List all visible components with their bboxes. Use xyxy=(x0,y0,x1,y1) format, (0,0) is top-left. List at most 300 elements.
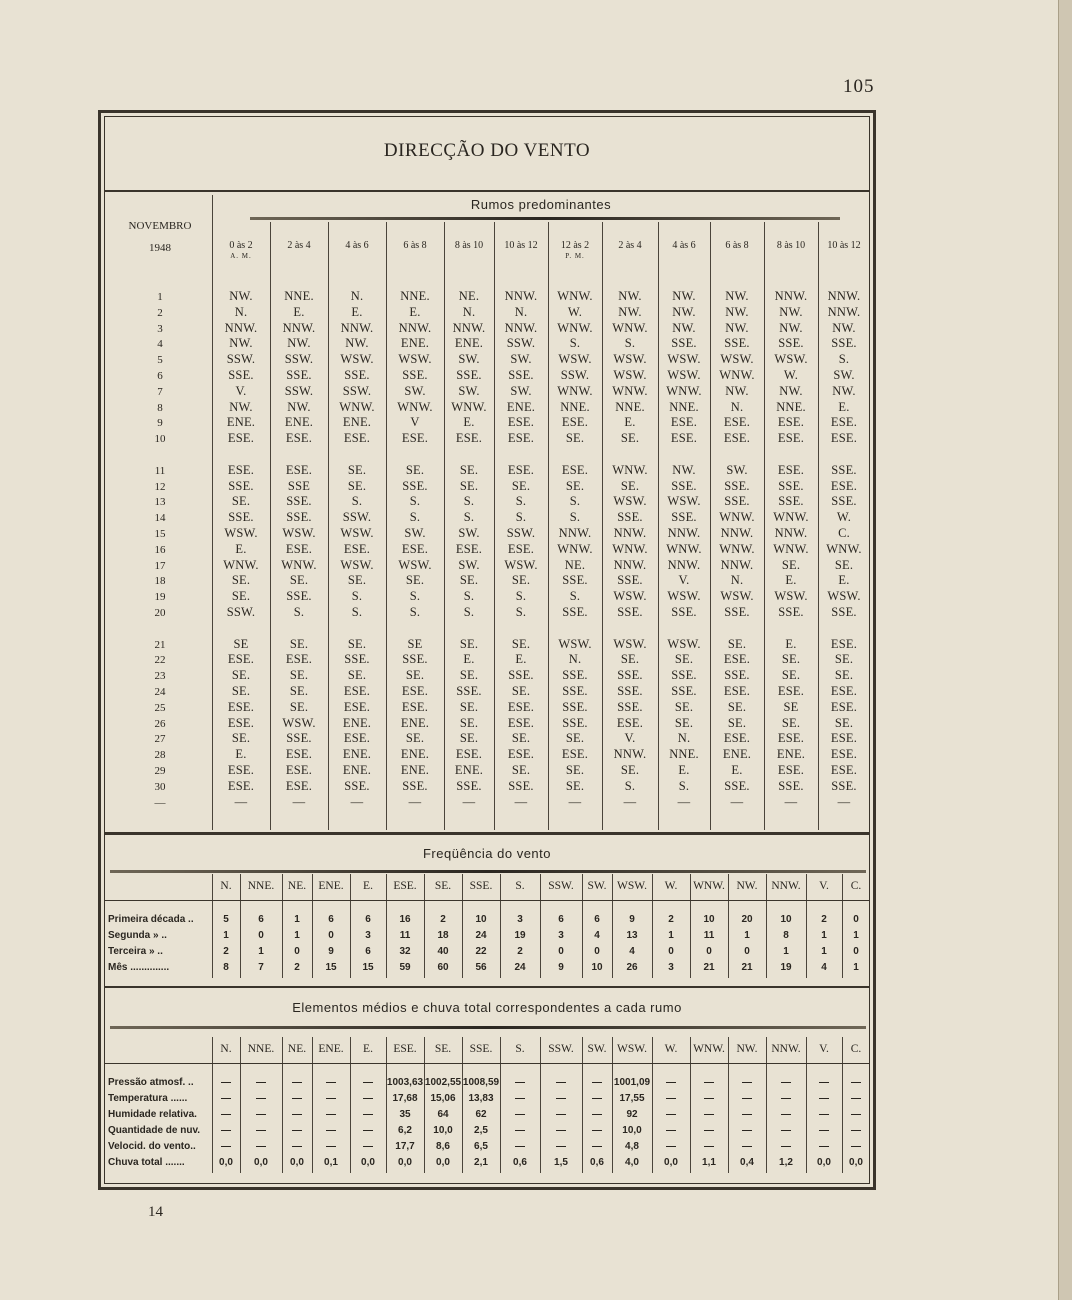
elements-column-header: NW. xyxy=(736,1043,758,1055)
wind-direction-cell: SSE. xyxy=(617,573,643,588)
frequency-value: 13 xyxy=(626,930,638,941)
wind-direction-cell: NNW. xyxy=(613,526,647,540)
wind-direction-cell: SW. xyxy=(833,368,855,382)
wind-direction-cell: NNW. xyxy=(667,557,701,572)
wind-direction-cell: NW. xyxy=(287,336,311,351)
day-number: 27 xyxy=(154,733,166,746)
wind-direction-cell: NW. xyxy=(779,304,803,319)
element-value: — xyxy=(256,1077,266,1088)
wind-direction-cell: SSE. xyxy=(831,778,857,793)
element-value: — xyxy=(256,1093,266,1104)
element-value: 0,6 xyxy=(513,1157,527,1168)
wind-direction-cell: ESE. xyxy=(561,747,589,762)
wind-direction-cell: SE. xyxy=(231,494,251,509)
wind-direction-cell: SE. xyxy=(405,668,425,683)
element-value: 13,83 xyxy=(468,1093,494,1104)
wind-direction-cell: S. xyxy=(838,352,850,367)
frequency-value: 0 xyxy=(853,946,859,957)
frequency-value: 22 xyxy=(475,946,487,957)
wind-direction-cell: SE. xyxy=(347,478,367,493)
wind-direction-cell: ESE. xyxy=(507,747,535,762)
wind-direction-cell: ESE. xyxy=(777,462,805,477)
wind-direction-cell: E. xyxy=(463,415,475,430)
day-row xyxy=(104,700,870,716)
wind-direction-cell: WSW. xyxy=(667,368,701,382)
wind-direction-cell: SE. xyxy=(459,699,479,714)
wind-direction-cell: ESE. xyxy=(670,415,698,430)
column-rule xyxy=(282,1037,283,1173)
wind-direction-cell: NW. xyxy=(832,320,856,335)
wind-direction-cell: ENE. xyxy=(342,715,372,730)
element-value: — xyxy=(742,1077,752,1088)
column-rule xyxy=(602,222,603,830)
column-rule xyxy=(444,222,445,830)
element-value: 0,0 xyxy=(219,1157,233,1168)
frequency-value: 10 xyxy=(591,962,603,973)
wind-direction-cell: SSW. xyxy=(506,526,536,540)
wind-direction-cell: ESE. xyxy=(830,415,858,430)
wind-direction-cell: SSE. xyxy=(456,368,482,382)
wind-direction-cell: SSE. xyxy=(724,778,750,793)
wind-direction-cell: ENE. xyxy=(506,399,536,414)
element-value: — xyxy=(742,1125,752,1136)
day-number: 3 xyxy=(157,322,163,335)
day-row xyxy=(104,779,870,795)
frequency-column-header: N. xyxy=(220,880,232,892)
wind-direction-cell: ENE. xyxy=(454,763,484,777)
day-number: 19 xyxy=(154,591,166,604)
hour-header-period: A. M. xyxy=(230,252,252,260)
wind-direction-cell: WSW. xyxy=(282,526,316,540)
element-value: — xyxy=(704,1109,714,1120)
element-value: — xyxy=(515,1125,525,1136)
wind-direction-cell: NNE. xyxy=(560,399,590,414)
wind-direction-cell: SE. xyxy=(727,715,747,730)
wind-direction-cell: SE. xyxy=(459,731,479,746)
wind-direction-cell: SSE. xyxy=(562,573,588,588)
wind-direction-cell: SE. xyxy=(565,431,585,446)
row-label: Mês .............. xyxy=(108,962,170,973)
wind-direction-cell: SE. xyxy=(674,652,694,667)
day-number: 9 xyxy=(157,417,163,430)
column-rule xyxy=(658,222,659,830)
wind-direction-cell: SSE. xyxy=(671,478,697,493)
frequency-value: 11 xyxy=(399,930,411,941)
frequency-value: 9 xyxy=(558,962,564,973)
frequency-value: 1 xyxy=(821,946,827,957)
element-value: — xyxy=(515,1141,525,1152)
day-number: 22 xyxy=(154,654,166,667)
wind-direction-cell: NNW. xyxy=(720,557,754,572)
wind-direction-cell: SSE. xyxy=(724,478,750,493)
element-value: — xyxy=(326,1077,336,1088)
wind-direction-cell: WNW. xyxy=(719,541,755,556)
wind-direction-cell: ESE. xyxy=(507,431,535,446)
wind-direction-cell: NW. xyxy=(229,289,253,303)
wind-direction-cell: ESE. xyxy=(777,684,805,698)
wind-direction-cell: ESE. xyxy=(830,699,858,714)
hour-header-period: P. M. xyxy=(565,252,585,260)
element-value: — xyxy=(326,1125,336,1136)
day-row xyxy=(104,384,870,400)
wind-direction-cell: S. xyxy=(293,605,305,619)
element-value: — xyxy=(666,1093,676,1104)
wind-direction-cell: S. xyxy=(569,589,581,604)
wind-direction-cell: WSW. xyxy=(613,589,647,604)
wind-direction-cell: C. xyxy=(838,526,850,540)
wind-direction-cell: SSE. xyxy=(562,684,588,698)
hour-header-label: 2 às 4 xyxy=(287,240,311,251)
frequency-value: 19 xyxy=(780,962,792,973)
wind-direction-cell: SE. xyxy=(231,589,251,604)
column-rule xyxy=(386,1037,387,1173)
frequency-value: 5 xyxy=(223,914,229,925)
wind-direction-cell: NNW. xyxy=(282,320,316,335)
element-value: — xyxy=(781,1141,791,1152)
day-row xyxy=(104,763,870,779)
frequency-value: 15 xyxy=(362,962,374,973)
element-value: 0,6 xyxy=(590,1157,604,1168)
frequency-value: 24 xyxy=(475,930,487,941)
element-value: — xyxy=(704,1093,714,1104)
frequency-value: 4 xyxy=(821,962,827,973)
wind-direction-cell: SE. xyxy=(459,715,479,730)
frequency-column-header: W. xyxy=(664,880,678,892)
wind-direction-cell: E. xyxy=(785,636,797,651)
wind-direction-cell: SE. xyxy=(405,573,425,588)
wind-direction-cell: SSE. xyxy=(344,652,370,667)
frequency-value: 59 xyxy=(399,962,411,973)
wind-direction-cell: SW. xyxy=(404,526,426,540)
wind-direction-cell: NNE. xyxy=(615,399,645,414)
wind-direction-cell: ESE. xyxy=(507,715,535,730)
wind-direction-cell: SSE. xyxy=(456,684,482,698)
elements-heading: Elementos médios e chuva total correspondentes a cada rumo xyxy=(292,1000,682,1015)
element-value: — xyxy=(851,1109,861,1120)
frequency-value: 7 xyxy=(258,962,264,973)
frequency-value: 3 xyxy=(668,962,674,973)
element-value: — xyxy=(326,1141,336,1152)
frequency-value: 32 xyxy=(399,946,411,957)
hour-header xyxy=(710,240,764,251)
element-value: — xyxy=(819,1109,829,1120)
wind-direction-cell: SE. xyxy=(511,684,531,698)
frequency-value: 60 xyxy=(437,962,449,973)
wind-direction-cell: ESE. xyxy=(455,747,483,762)
hour-header xyxy=(328,240,386,251)
frequency-value: 56 xyxy=(475,962,487,973)
column-rule xyxy=(806,1037,807,1173)
wind-direction-cell: NW. xyxy=(725,383,749,398)
wind-direction-cell: V. xyxy=(624,731,636,746)
hour-header-label: 8 às 10 xyxy=(454,240,484,251)
day-number: 16 xyxy=(154,543,166,556)
wind-direction-cell: ESE. xyxy=(285,462,313,477)
wind-direction-cell: SSE. xyxy=(508,668,534,683)
frequency-value: 1 xyxy=(294,914,300,925)
wind-direction-cell: S. xyxy=(515,605,527,619)
frequency-value: 6 xyxy=(258,914,264,925)
element-value: — xyxy=(781,1077,791,1088)
wind-direction-cell: SSW. xyxy=(506,336,536,351)
hour-header xyxy=(764,240,818,251)
frequency-value: 15 xyxy=(325,962,337,973)
element-value: — xyxy=(363,1141,373,1152)
day-row xyxy=(104,716,870,732)
day-row xyxy=(104,795,870,811)
wind-direction-cell: S. xyxy=(569,510,581,525)
wind-direction-cell: — xyxy=(677,794,691,809)
wind-direction-cell: ENE. xyxy=(400,747,430,762)
wind-direction-cell: SE. xyxy=(289,699,309,714)
element-value: — xyxy=(666,1125,676,1136)
wind-direction-cell: ESE. xyxy=(777,431,805,446)
wind-direction-cell: ESE. xyxy=(285,431,313,446)
wind-direction-cell: SE. xyxy=(289,684,309,698)
frequency-column-header: NE. xyxy=(287,880,307,892)
hour-header xyxy=(818,240,870,251)
day-row xyxy=(104,747,870,763)
wind-direction-cell: S. xyxy=(409,494,421,509)
wind-direction-cell: V. xyxy=(235,383,247,398)
element-value: 35 xyxy=(399,1109,411,1120)
day-row xyxy=(104,573,870,589)
element-value: 17,7 xyxy=(395,1141,415,1152)
element-value: — xyxy=(781,1093,791,1104)
element-value: 0,4 xyxy=(740,1157,754,1168)
wind-direction-cell: ESE. xyxy=(285,652,313,667)
wind-direction-cell: NW. xyxy=(229,399,253,414)
wind-direction-cell: S. xyxy=(624,778,636,793)
wind-direction-cell: SE. xyxy=(620,478,640,493)
frequency-value: 2 xyxy=(668,914,674,925)
wind-direction-cell: SE. xyxy=(289,636,309,651)
element-value: 1002,55 xyxy=(424,1077,462,1088)
wind-direction-cell: E. xyxy=(678,763,690,777)
element-value: — xyxy=(556,1125,566,1136)
wind-direction-cell: WSW. xyxy=(613,368,647,382)
wind-direction-cell: SE. xyxy=(511,636,531,651)
wind-direction-cell: NNW. xyxy=(340,320,374,335)
page-title: DIRECÇÃO DO VENTO xyxy=(383,140,591,161)
day-row xyxy=(104,368,870,384)
wind-direction-cell: SE. xyxy=(834,652,854,667)
element-value: — xyxy=(556,1093,566,1104)
wind-direction-cell: ENE. xyxy=(342,415,372,430)
wind-direction-cell: SSE. xyxy=(778,778,804,793)
page-edge xyxy=(1058,0,1072,1300)
wind-direction-cell: NNW. xyxy=(224,320,258,335)
wind-direction-cell: — xyxy=(837,794,851,809)
wind-direction-cell: SE. xyxy=(459,462,479,477)
element-value: 6,2 xyxy=(398,1125,412,1136)
wind-direction-cell: NW. xyxy=(832,383,856,398)
wind-direction-cell: WNW. xyxy=(223,557,259,572)
wind-direction-cell: S. xyxy=(351,494,363,509)
wind-direction-cell: S. xyxy=(463,589,475,604)
wind-direction-cell: ESE. xyxy=(830,478,858,493)
elements-column-header: C. xyxy=(850,1043,862,1055)
wind-direction-cell: SSE. xyxy=(617,668,643,683)
frequency-value: 1 xyxy=(668,930,674,941)
wind-direction-cell: ESE. xyxy=(830,763,858,777)
wind-direction-cell: WNW. xyxy=(557,541,593,556)
element-value: 0,0 xyxy=(436,1157,450,1168)
wind-direction-cell: SSE. xyxy=(778,494,804,509)
hour-header-label: 10 às 12 xyxy=(827,240,861,251)
frequency-value: 0 xyxy=(328,930,334,941)
footer-number: 14 xyxy=(148,1204,163,1220)
wind-direction-cell: — xyxy=(730,794,744,809)
hour-header xyxy=(386,240,444,251)
wind-direction-cell: SE. xyxy=(347,573,367,588)
wind-direction-cell: ENE. xyxy=(226,415,256,430)
wind-direction-cell: NW. xyxy=(672,320,696,335)
column-rule xyxy=(540,1037,541,1173)
wind-direction-cell: W. xyxy=(783,368,799,382)
frequency-value: 0 xyxy=(706,946,712,957)
wind-direction-cell: ESE. xyxy=(285,747,313,762)
wind-direction-cell: NNW. xyxy=(504,289,538,303)
wind-direction-cell: NNW. xyxy=(774,526,808,540)
row-label: Segunda » .. xyxy=(108,930,167,941)
wind-direction-cell: SE. xyxy=(459,573,479,588)
day-row xyxy=(104,321,870,337)
hour-header-label: 6 às 8 xyxy=(725,240,749,251)
wind-direction-cell: E. xyxy=(515,652,527,667)
wind-direction-cell: W. xyxy=(836,510,852,525)
wind-direction-cell: V xyxy=(410,415,420,430)
day-number: 8 xyxy=(157,401,163,414)
wind-direction-cell: ENE. xyxy=(454,336,484,351)
frequency-value: 24 xyxy=(514,962,526,973)
frequency-value: 2 xyxy=(294,962,300,973)
element-value: 0,1 xyxy=(324,1157,338,1168)
frequency-column-header: C. xyxy=(850,880,862,892)
day-row xyxy=(104,542,870,558)
wind-direction-cell: SE. xyxy=(511,763,531,777)
element-value: — xyxy=(666,1141,676,1152)
wind-direction-cell: ESE. xyxy=(227,462,255,477)
element-value: — xyxy=(256,1141,266,1152)
wind-direction-cell: SE. xyxy=(511,731,531,746)
wind-direction-cell: SSE. xyxy=(671,336,697,351)
wind-direction-cell: SE. xyxy=(347,462,367,477)
frequency-value: 10 xyxy=(475,914,487,925)
frequency-value: 6 xyxy=(365,946,371,957)
wind-direction-cell: SSE. xyxy=(344,778,370,793)
wind-direction-cell: SE. xyxy=(511,478,531,493)
element-value: 0,0 xyxy=(664,1157,678,1168)
wind-direction-cell: SW. xyxy=(510,383,532,398)
wind-direction-cell: SE. xyxy=(834,668,854,683)
wind-direction-cell: NNW. xyxy=(613,557,647,572)
element-value: 1,1 xyxy=(702,1157,716,1168)
row-label: Primeira década .. xyxy=(108,914,194,925)
wind-direction-cell: S. xyxy=(409,510,421,525)
wind-direction-cell: — xyxy=(234,794,248,809)
wind-direction-cell: N. xyxy=(462,304,476,319)
hour-header-label: 8 às 10 xyxy=(776,240,806,251)
element-value: 6,5 xyxy=(474,1141,488,1152)
wind-direction-cell: WNW. xyxy=(719,368,755,382)
wind-direction-cell: ENE. xyxy=(400,336,430,351)
wind-direction-cell: SE. xyxy=(231,573,251,588)
wind-direction-cell: SE. xyxy=(781,715,801,730)
elements-bracket xyxy=(110,1026,866,1029)
wind-direction-cell: WSW. xyxy=(224,526,258,540)
wind-direction-cell: SE. xyxy=(834,557,854,572)
element-value: — xyxy=(221,1125,231,1136)
wind-direction-cell: ESE. xyxy=(285,763,313,777)
wind-direction-cell: SSE. xyxy=(508,778,534,793)
frequency-value: 20 xyxy=(741,914,753,925)
wind-direction-cell: ESE. xyxy=(670,431,698,446)
wind-direction-cell: SSW. xyxy=(284,383,314,398)
element-value: — xyxy=(819,1093,829,1104)
wind-direction-cell: SSE. xyxy=(617,605,643,619)
element-value: 4,8 xyxy=(625,1141,639,1152)
wind-direction-cell: WSW. xyxy=(613,352,647,367)
element-value: — xyxy=(326,1109,336,1120)
row-label: Quantidade de nuv. xyxy=(108,1125,201,1136)
wind-direction-cell: ESE. xyxy=(401,541,429,556)
day-number: 4 xyxy=(157,338,163,351)
wind-direction-cell: ESE. xyxy=(723,652,751,667)
wind-direction-cell: SW. xyxy=(458,352,480,367)
element-value: — xyxy=(515,1093,525,1104)
wind-direction-cell: NW. xyxy=(287,399,311,414)
wind-direction-cell: WNW. xyxy=(666,383,702,398)
frequency-value: 2 xyxy=(440,914,446,925)
wind-direction-cell: WSW. xyxy=(613,494,647,509)
wind-direction-cell: ESE. xyxy=(830,731,858,746)
frequency-value: 0 xyxy=(668,946,674,957)
wind-direction-cell: NW. xyxy=(725,304,749,319)
element-value: — xyxy=(592,1093,602,1104)
wind-direction-cell: NNW. xyxy=(827,304,861,319)
element-value: — xyxy=(363,1093,373,1104)
wind-direction-cell: E. xyxy=(293,304,305,319)
wind-direction-cell: SE. xyxy=(727,636,747,651)
wind-direction-cell: SE xyxy=(783,699,799,714)
wind-direction-cell: SE. xyxy=(231,731,251,746)
wind-direction-cell: ESE. xyxy=(227,763,255,777)
frequency-value: 21 xyxy=(703,962,715,973)
wind-direction-cell: SW. xyxy=(458,557,480,572)
elements-column-header: S. xyxy=(515,1043,525,1055)
wind-direction-cell: N. xyxy=(350,289,364,303)
title-separator xyxy=(104,190,870,192)
wind-direction-cell: E. xyxy=(838,573,850,588)
frequency-value: 11 xyxy=(703,930,715,941)
wind-direction-cell: ESE. xyxy=(561,462,589,477)
wind-direction-cell: WNW. xyxy=(612,462,648,477)
wind-direction-cell: SSE. xyxy=(286,368,312,382)
frequency-column-header: NNE. xyxy=(247,880,275,892)
element-value: 15,06 xyxy=(430,1093,456,1104)
wind-direction-cell: S. xyxy=(515,589,527,604)
column-rule xyxy=(710,222,711,830)
wind-direction-cell: ESE. xyxy=(830,684,858,698)
wind-direction-cell: — xyxy=(514,794,528,809)
wind-direction-cell: SE. xyxy=(565,778,585,793)
element-value: — xyxy=(592,1125,602,1136)
wind-direction-cell: S. xyxy=(463,605,475,619)
elements-column-header: SE. xyxy=(434,1043,452,1055)
wind-direction-cell: WNW. xyxy=(397,399,433,414)
frequency-value: 1 xyxy=(853,962,859,973)
